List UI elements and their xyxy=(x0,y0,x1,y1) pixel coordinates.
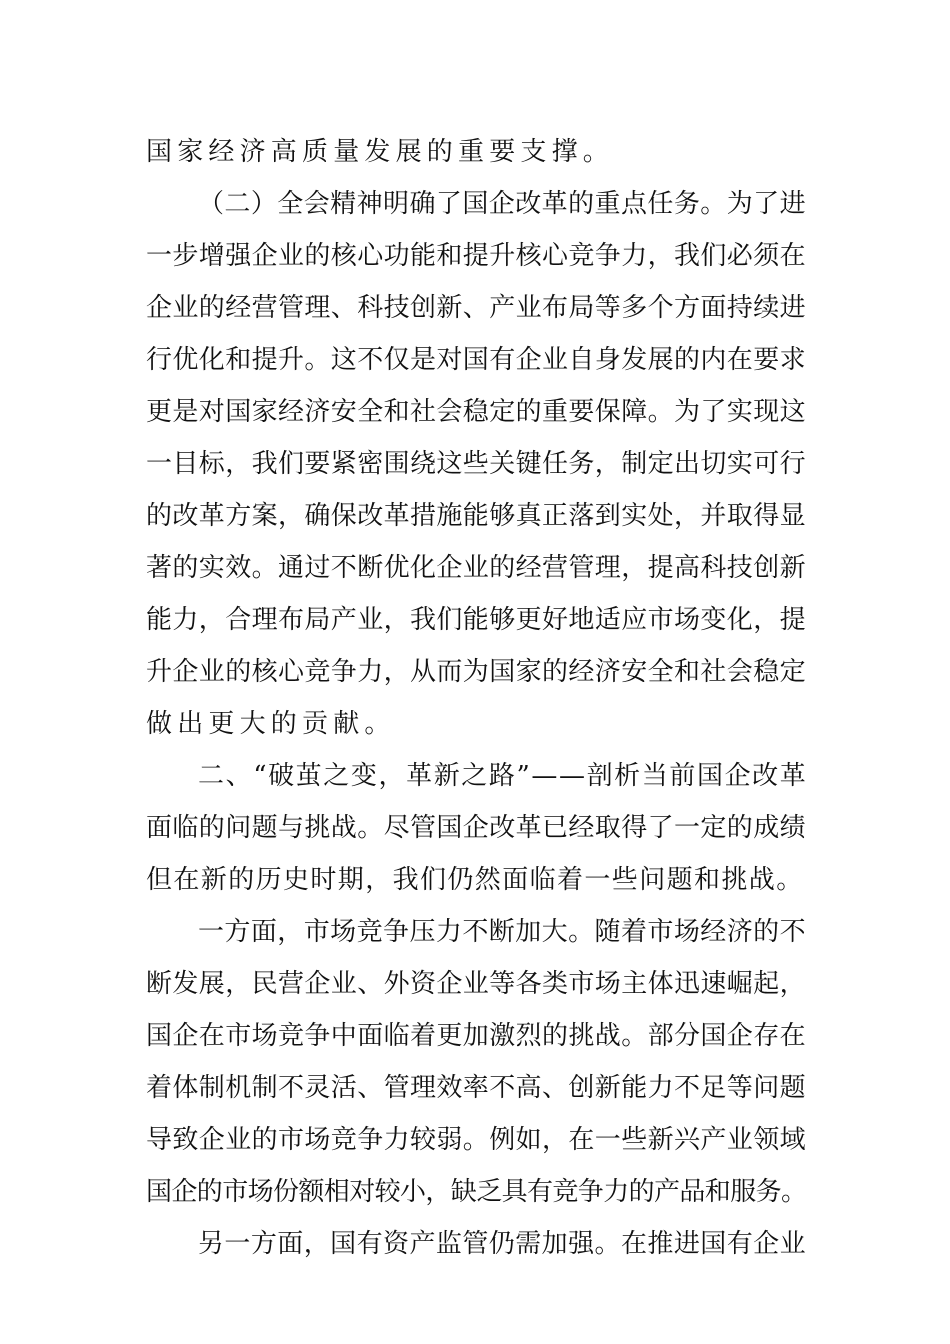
text-line: 升企业的核心竞争力，从而为国家的经济安全和社会稳定 xyxy=(146,657,807,687)
text-line: 一步增强企业的核心功能和提升核心竞争力，我们必须在 xyxy=(146,241,807,271)
text-line: 的改革方案，确保改革措施能够真正落到实处，并取得显 xyxy=(146,501,807,531)
text-line: 面临的问题与挑战。尽管国企改革已经取得了一定的成绩 xyxy=(146,813,807,843)
text-line: 著的实效。通过不断优化企业的经营管理，提高科技创新 xyxy=(146,553,807,583)
text-line: 着体制机制不灵活、管理效率不高、创新能力不足等问题 xyxy=(146,1073,807,1103)
text-line: 更是对国家经济安全和社会稳定的重要保障。为了实现这 xyxy=(146,397,807,427)
text-line: 一方面，市场竞争压力不断加大。随着市场经济的不 xyxy=(198,917,806,947)
text-line: 另一方面，国有资产监管仍需加强。在推进国有企业 xyxy=(198,1229,806,1259)
text-line: 但在新的历史时期，我们仍然面临着一些问题和挑战。 xyxy=(146,865,804,895)
text-line: 能力，合理布局产业，我们能够更好地适应市场变化，提 xyxy=(146,605,807,635)
text-line: 国企的市场份额相对较小，缺乏具有竞争力的产品和服务。 xyxy=(146,1177,807,1207)
section-heading-line: （二）全会精神明确了国企改革的重点任务。为了进 xyxy=(198,189,806,219)
text-line: 企业的经营管理、科技创新、产业布局等多个方面持续进 xyxy=(146,293,807,323)
text-line: 断发展，民营企业、外资企业等各类市场主体迅速崛起， xyxy=(146,969,807,999)
text-line: 做出更大的贡献。 xyxy=(146,709,396,739)
text-line: 国家经济高质量发展的重要支撑。 xyxy=(146,137,615,167)
text-line: 一目标，我们要紧密围绕这些关键任务，制定出切实可行 xyxy=(146,449,807,479)
text-line: 国企在市场竞争中面临着更加激烈的挑战。部分国企存在 xyxy=(146,1021,807,1051)
text-line: 行优化和提升。这不仅是对国有企业自身发展的内在要求 xyxy=(146,345,807,375)
text-line: 导致企业的市场竞争力较弱。例如，在一些新兴产业领域 xyxy=(146,1125,807,1155)
section-heading-line: 二、“破茧之变，革新之路”——剖析当前国企改革 xyxy=(198,761,808,791)
